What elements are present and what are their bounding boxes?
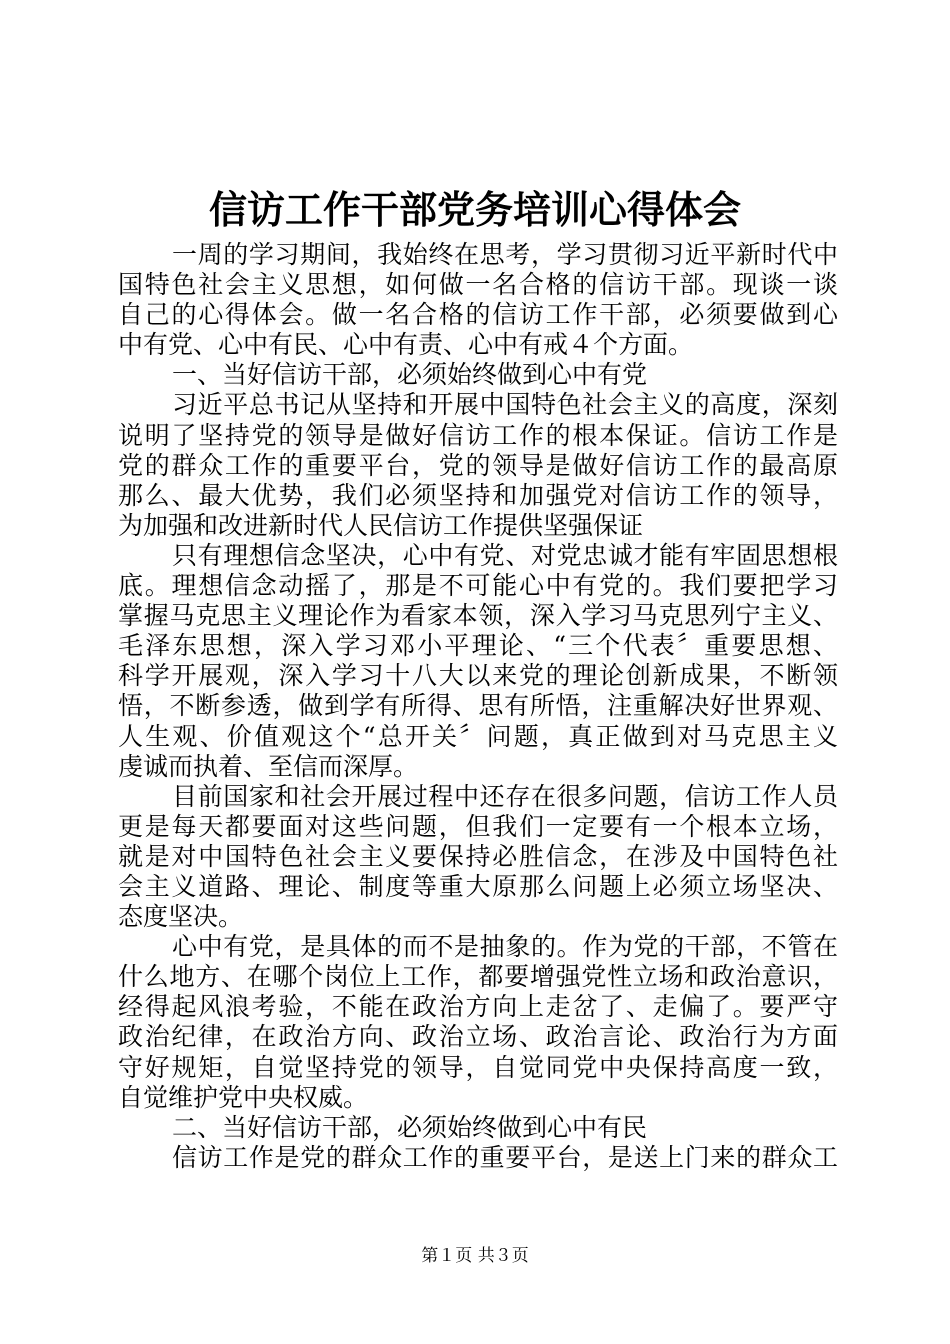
body-line: 更是每天都要面对这些问题，但我们一定要有一个根本立场， (118, 811, 838, 841)
body-line: 一、当好信访干部，必须始终做到心中有党 (172, 360, 648, 390)
body-line: 掌握马克思主义理论作为看家本领，深入学习马克思列宁主义、 (118, 601, 838, 631)
body-line: 就是对中国特色社会主义要保持必胜信念，在涉及中国特色社 (118, 841, 838, 871)
body-line: 心中有党，是具体的而不是抽象的。作为党的干部，不管在 (172, 932, 838, 962)
body-line: 国特色社会主义思想，如何做一名合格的信访干部。现谈一谈 (118, 270, 838, 300)
document-body (118, 240, 838, 1173)
body-line: 信访工作是党的群众工作的重要平台，是送上门来的群众工 (172, 1142, 838, 1172)
page-footer: 第１页 共３页 (421, 1246, 529, 1266)
body-line: 什么地方、在哪个岗位上工作，都要增强党性立场和政治意识， (118, 962, 838, 992)
body-line: 一周的学习期间，我始终在思考，学习贯彻习近平新时代中 (172, 240, 838, 269)
body-line: 说明了坚持党的领导是做好信访工作的根本保证。信访工作是 (118, 420, 838, 450)
document-title: 信访工作干部党务培训心得体会 (208, 187, 741, 232)
body-line: 会主义道路、理论、制度等重大原那么问题上必须立场坚决、 (118, 871, 838, 901)
body-line: 自己的心得体会。做一名合格的信访工作干部，必须要做到心 (118, 300, 838, 330)
body-line: 自觉维护党中央权威。 (118, 1082, 369, 1112)
body-line: 习近平总书记从坚持和开展中国特色社会主义的高度，深刻 (172, 390, 838, 420)
body-line: 悟，不断参透，做到学有所得、思有所悟，注重解决好世界观、 (118, 691, 838, 721)
body-line: 底。理想信念动摇了，那是不可能心中有党的。我们要把学习 (118, 571, 838, 601)
body-line: 只有理想信念坚决，心中有党、对党忠诚才能有牢固思想根 (172, 540, 838, 570)
body-line: 科学开展观，深入学习十八大以来党的理论创新成果，不断领 (118, 661, 838, 691)
body-line: 毛泽东思想，深入学习邓小平理论、“三个代表〞重要思想、 (118, 631, 838, 661)
body-line: 人生观、价值观这个“总开关〞问题，真正做到对马克思主义 (118, 721, 838, 751)
body-line: 守好规矩，自觉坚持党的领导，自觉同党中央保持高度一致， (118, 1052, 838, 1082)
body-line: 中有党、心中有民、心中有责、心中有戒４个方面。 (118, 330, 694, 360)
body-line: 为加强和改进新时代人民信访工作提供坚强保证 (118, 510, 644, 540)
body-line: 目前国家和社会开展过程中还存在很多问题，信访工作人员 (172, 781, 838, 811)
body-line: 那么、最大优势，我们必须坚持和加强党对信访工作的领导， (118, 480, 838, 510)
body-line: 党的群众工作的重要平台，党的领导是做好信访工作的最高原 (118, 450, 838, 480)
body-line: 二、当好信访干部，必须始终做到心中有民 (172, 1112, 648, 1142)
body-line: 虔诚而执着、至信而深厚。 (118, 751, 419, 781)
body-line: 政治纪律，在政治方向、政治立场、政治言论、政治行为方面 (118, 1022, 838, 1052)
body-line: 态度坚决。 (118, 902, 244, 932)
body-line: 经得起风浪考验，不能在政治方向上走岔了、走偏了。要严守 (118, 992, 838, 1022)
